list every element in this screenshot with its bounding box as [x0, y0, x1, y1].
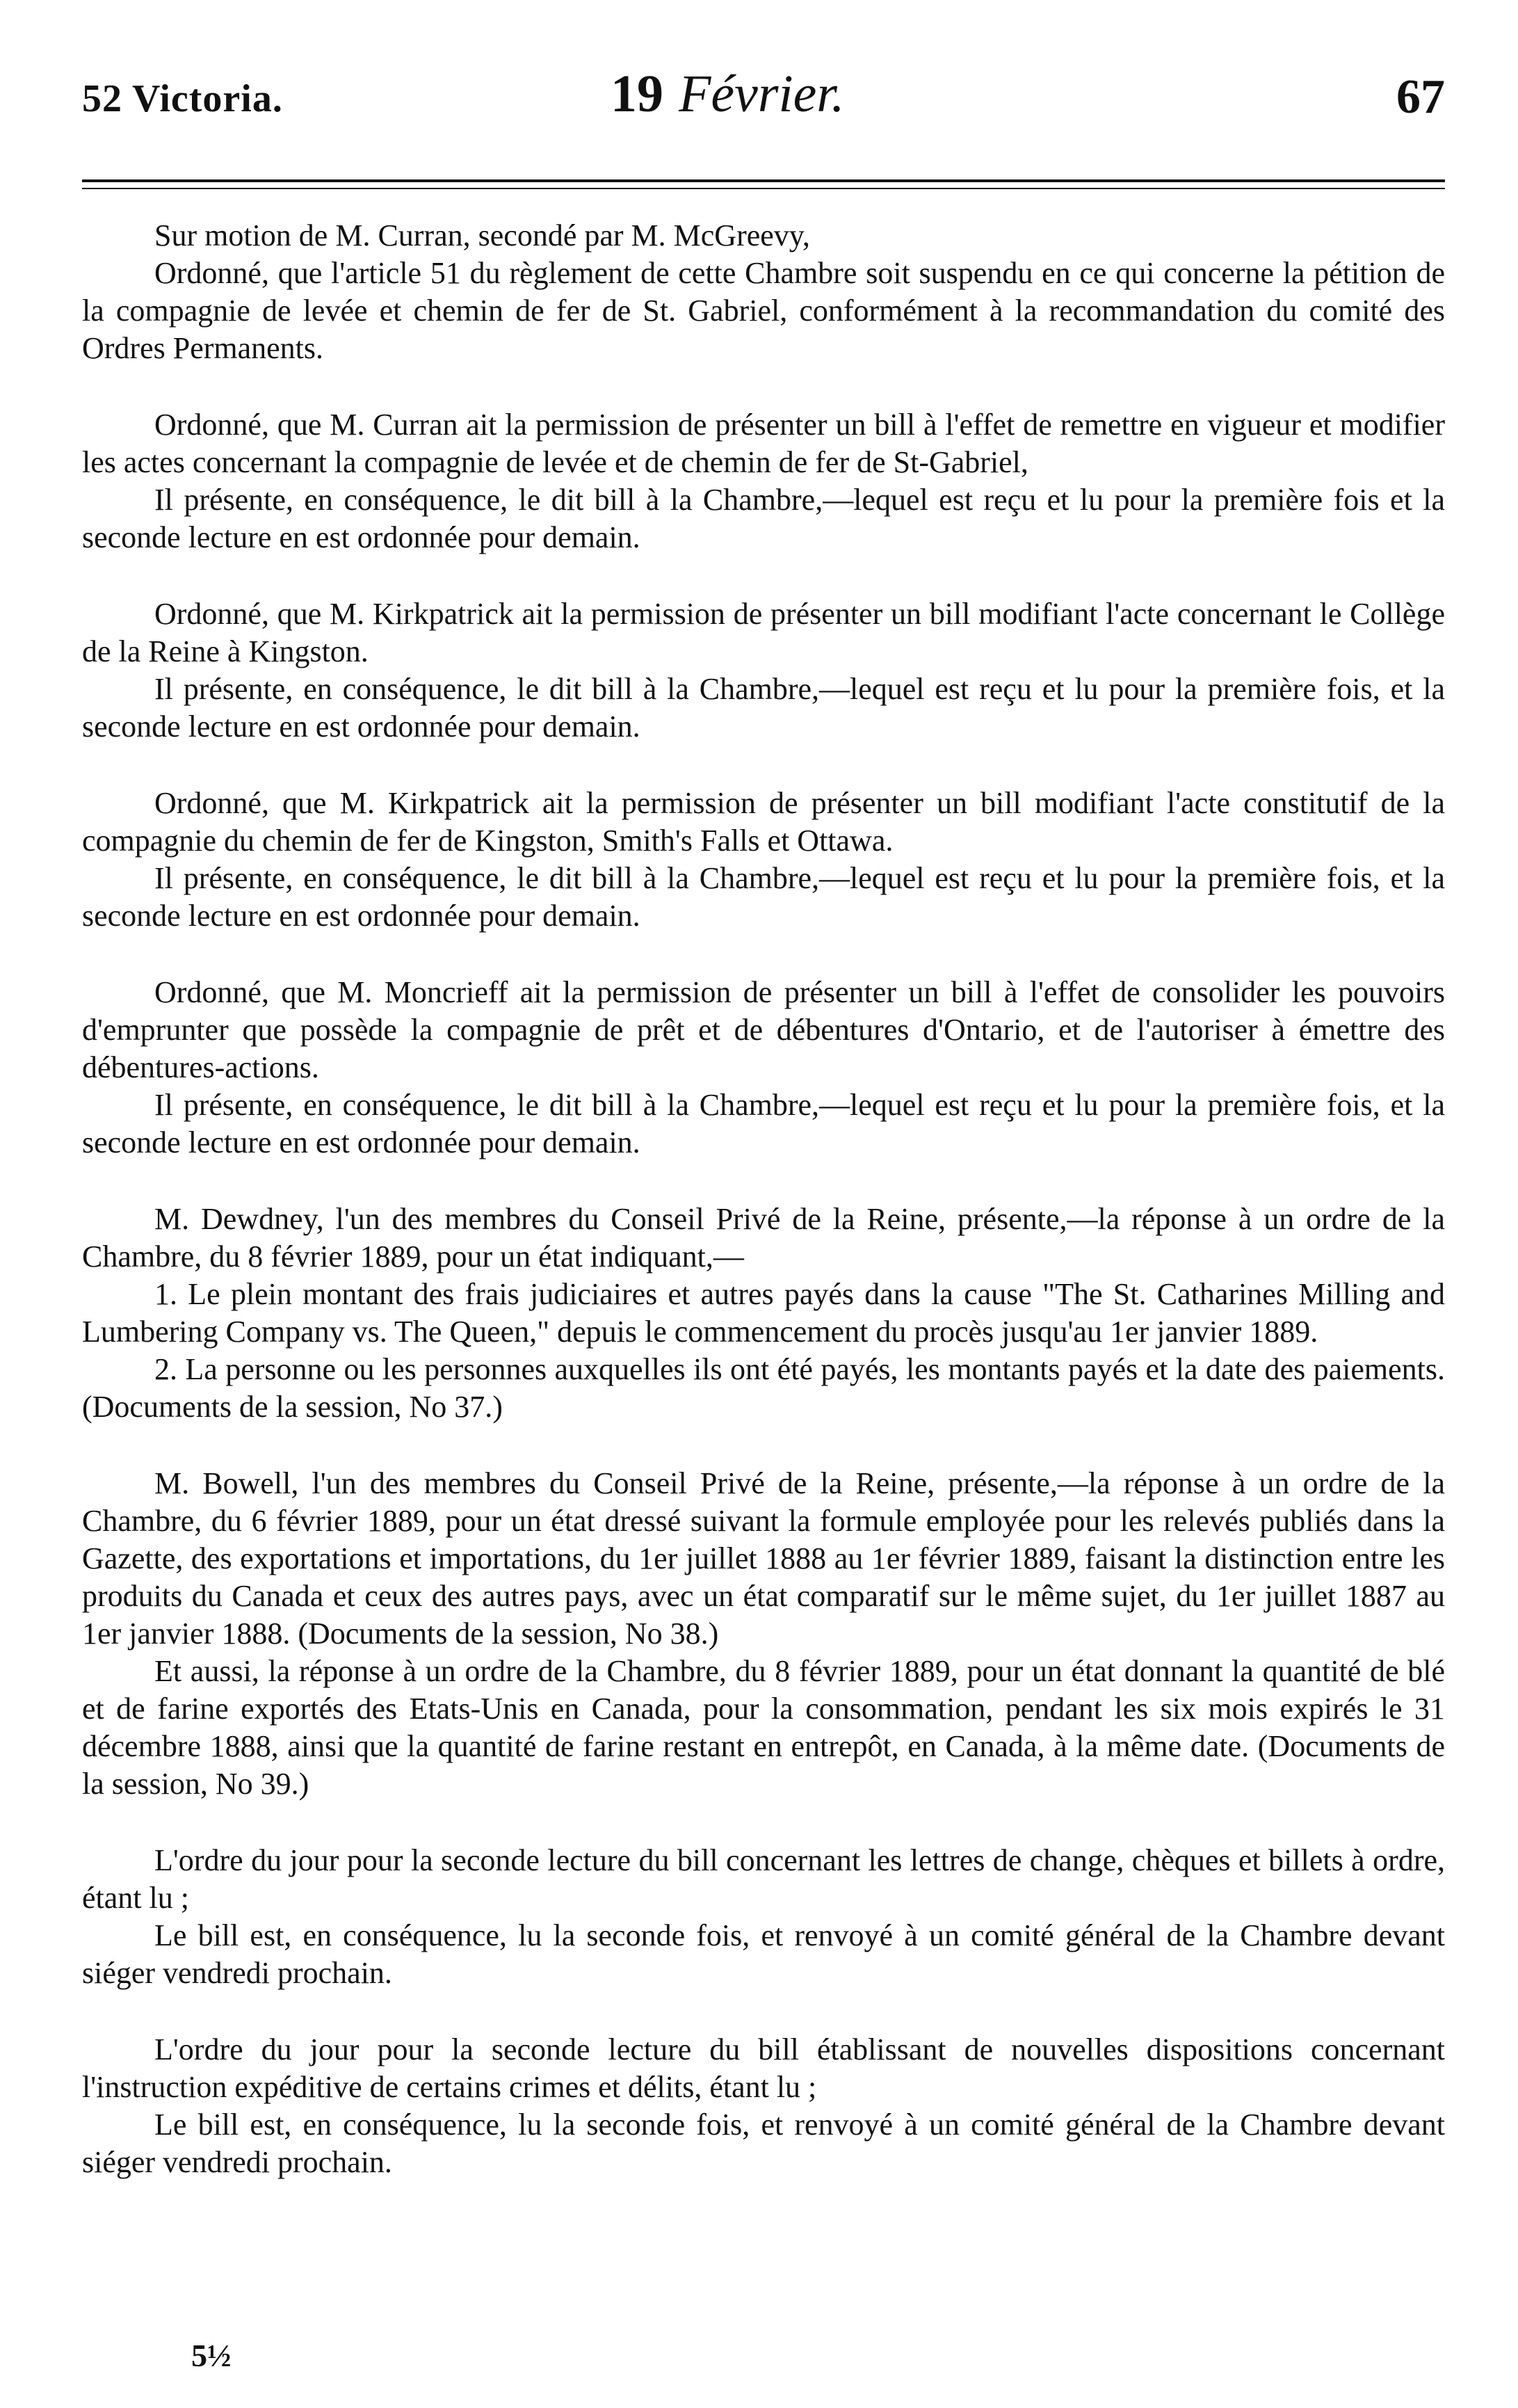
entry-block — [82, 595, 1445, 746]
entry-block — [82, 974, 1445, 1162]
entry-paragraph: Ordonné, que l'article 51 du règlement de cette Chambre soit suspendu en ce qui concerne la pétition de la compagnie de levée et chemin de fer de St. Gabriel, conformément à la recommandation du comité des Ordres Permanents. — [82, 256, 1445, 365]
entry-paragraph: Ordonné, que M. Moncrieff ait la permission de présenter un bill à l'effet de consolider les pouvoirs d'emprunter que possède la compagnie de prêt et de débentures d'Ontario, et de l'autoriser à émettre des débentures-actions. — [82, 975, 1445, 1084]
page-header — [82, 64, 1445, 134]
entry-block — [82, 1201, 1445, 1426]
header-rule-thick — [82, 179, 1445, 182]
entry-paragraph: Ordonné, que M. Kirkpatrick ait la permission de présenter un bill modifiant l'acte concernant le Collège de la Reine à Kingston. — [82, 597, 1445, 668]
entry-paragraph: L'ordre du jour pour la seconde lecture du bill établissant de nouvelles dispositions concernant l'instruction expéditive de certains crimes et délits, étant lu ; — [82, 2032, 1445, 2104]
entry-block — [82, 406, 1445, 556]
page-number: 67 — [1396, 70, 1445, 124]
header-date-month: Février. — [679, 65, 845, 123]
entry-paragraph: Ordonné, que M. Curran ait la permission de présenter un bill à l'effet de remettre en vigueur et modifier les actes concernant la compagnie de levée et de chemin de fer de St-Gabriel, — [82, 408, 1445, 479]
signature-mark: 5½ — [191, 2338, 232, 2373]
header-date — [611, 64, 844, 125]
entry-paragraph: M. Dewdney, l'un des membres du Conseil Privé de la Reine, présente,—la réponse à un ordre de la Chambre, du 8 février 1889, pour un état indiquant,— — [82, 1202, 1445, 1274]
entry-paragraph: Le bill est, en conséquence, lu la seconde fois, et renvoyé à un comité général de la Chambre devant siéger vendredi prochain. — [82, 2108, 1445, 2179]
entry-block — [82, 2031, 1445, 2181]
entry-paragraph: M. Bowell, l'un des membres du Conseil Privé de la Reine, présente,—la réponse à un ordre de la Chambre, du 6 février 1889, pour un état dressé suivant la formule employée pour les relevés publiés dans la Gazette, des exportations et importations, du 1er juillet 1888 au 1er février 1889, faisant la distinction entre les produits du Canada et ceux des autres pays, avec un état comparatif sur le même sujet, du 1er juillet 1887 au 1er janvier 1888. (Documents de la session, No 38.) — [82, 1466, 1445, 1651]
header-date-day: 19 — [611, 65, 663, 123]
entry-block — [82, 785, 1445, 935]
entry-block — [82, 1842, 1445, 1992]
entry-paragraph: Ordonné, que M. Kirkpatrick ait la permission de présenter un bill modifiant l'acte constitutif de la compagnie du chemin de fer de Kingston, Smith's Falls et Ottawa. — [82, 786, 1445, 858]
journal-body — [82, 217, 1445, 2181]
entry-paragraph: L'ordre du jour pour la seconde lecture du bill concernant les lettres de change, chèques et billets à ordre, étant lu ; — [82, 1843, 1445, 1915]
entry-block — [82, 1465, 1445, 1803]
entry-paragraph: Et aussi, la réponse à un ordre de la Chambre, du 8 février 1889, pour un état donnant la quantité de blé et de farine exportés des Etats-Unis en Canada, pour la consommation, pendant les six mois expirés le 31 décembre 1888, ainsi que la quantité de farine restant en entrepôt, en Canada, à la même date. (Documents de la session, No 39.) — [82, 1654, 1445, 1801]
header-regnal-year: 52 Victoria. — [82, 77, 283, 120]
entry-paragraph: Il présente, en conséquence, le dit bill à la Chambre,—lequel est reçu et lu pour la première fois, et la seconde lecture en est ordonnée pour demain. — [82, 861, 1445, 933]
entry-paragraph: 1. Le plein montant des frais judiciaires et autres payés dans la cause "The St. Catharines Milling and Lumbering Company vs. The Queen," depuis le commencement du procès jusqu'au 1er janvier 1889. — [82, 1277, 1445, 1349]
entry-paragraph: Sur motion de M. Curran, secondé par M. McGreevy, — [154, 218, 810, 252]
entry-paragraph: 2. La personne ou les personnes auxquelles ils ont été payés, les montants payés et la date des paiements. (Documents de la session, No 37.) — [82, 1352, 1445, 1424]
entry-paragraph: Le bill est, en conséquence, lu la seconde fois, et renvoyé à un comité général de la Chambre devant siéger vendredi prochain. — [82, 1918, 1445, 1990]
entry-block — [82, 217, 1445, 367]
entry-paragraph: Il présente, en conséquence, le dit bill à la Chambre,—lequel est reçu et lu pour la première fois, et la seconde lecture en est ordonnée pour demain. — [82, 1088, 1445, 1159]
header-rule-thin — [82, 188, 1445, 189]
entry-paragraph: Il présente, en conséquence, le dit bill à la Chambre,—lequel est reçu et lu pour la première fois, et la seconde lecture en est ordonnée pour demain. — [82, 672, 1445, 744]
entry-paragraph: Il présente, en conséquence, le dit bill à la Chambre,—lequel est reçu et lu pour la première fois et la seconde lecture en est ordonnée pour demain. — [82, 483, 1445, 554]
